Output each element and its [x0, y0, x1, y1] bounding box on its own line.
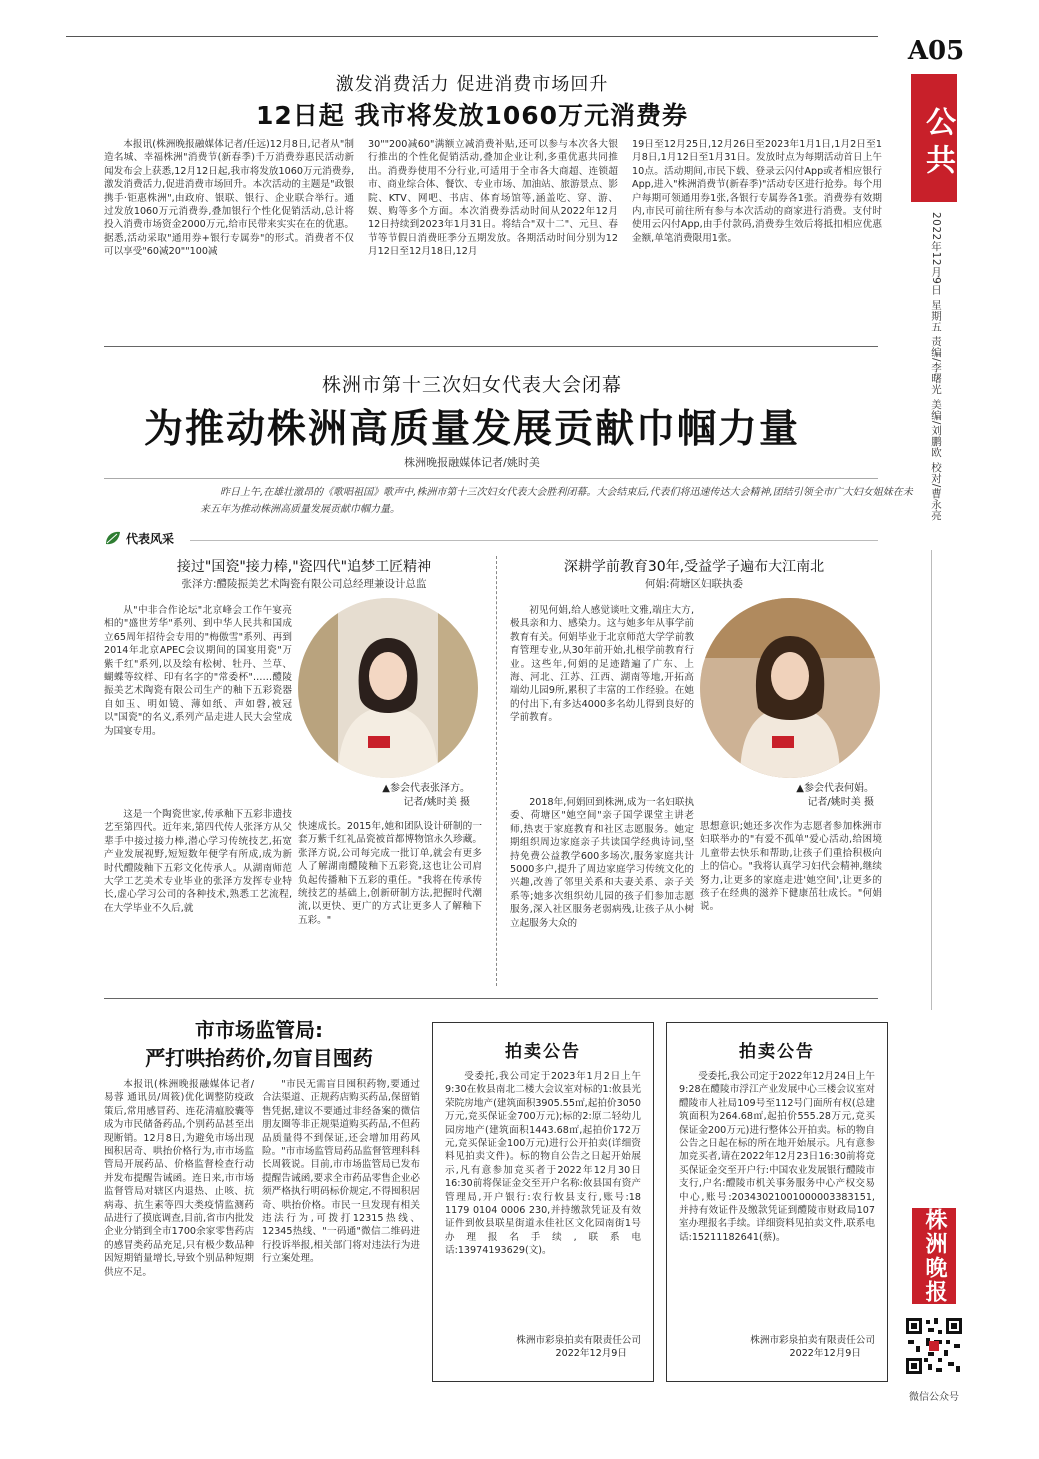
left-col1a-text: 从"中非合作论坛"北京峰会工作午宴亮相的"盛世芳华"系列、到中华人民共和国成立65周年招待会专用的"梅傲雪"系列、再到2014年北京APEC会议期间的国宴用瓷"万紫千红"系列,以及绘有松树、牡丹、兰草、蝴蝶等纹样、印有名字的"常委杯"……醴陵振美艺术陶瓷有限公司生产的釉下五彩瓷器自如玉、明如镜、薄如纸、声如磬,被冠以"国瓷"的名义,系列产品走进人民大会堂成为国宴专用。 [104, 605, 292, 737]
auction-notice-2 [666, 1022, 888, 1382]
masthead-text: 株洲晚报 [922, 1208, 947, 1304]
leaf-tag-icon [104, 530, 122, 546]
profile-divider [496, 556, 497, 986]
right-photo-caption-1: ▲参会代表何娟。 [796, 783, 874, 794]
auction2-company: 株洲市彩泉拍卖有限责任公司 [750, 1335, 875, 1346]
article3-col1 [104, 1078, 254, 1398]
article3-col2-text: "市民无需盲目囤积药物,要通过合法渠道、正规药店购买药品,保留销售凭据,建议不要通过非经备案的微信朋友圈等非正规渠道购买药品,不但药品质量得不到保证,还会增加用药风险。"市市场监管局药品监督管理科科长周筱说。目前,市市场监管局已发布提醒告诫函,要求全市药品零售企业必须严格执行明码标价规定,不得囤积居奇、哄抬价格。市民一旦发现有相关违法行为,可拨打12315热线、12345热线、"一码通"微信二维码进行投诉举报,相关部门将对违法行为进行立案处理。 [262, 1079, 420, 1265]
left-photo-caption-1: ▲参会代表张泽方。 [382, 783, 470, 794]
side-rule [931, 550, 932, 1010]
auction1-title: 拍卖公告 [505, 1042, 581, 1062]
left-photo-caption [320, 782, 470, 810]
auction1-body [445, 1070, 641, 1328]
article3-col2 [262, 1078, 420, 1398]
right-col1b [510, 796, 694, 986]
left-profile-title: 接过"国瓷"接力棒,"瓷四代"追梦工匠精神 [176, 559, 432, 575]
right-col1a-text: 初见何娟,给人感觉谈吐文雅,端庄大方,极具亲和力、感染力。这与她多年从事学前教育有关。何娟毕业于北京师范大学学前教育管理专业,从30年前开始,扎根学前教育行业。这些年,何娟的足迹踏遍了广东、上海、河北、江苏、江西、湖南等地,开拓高端幼儿园9所,累积了丰富的工作经验。在她的付出下,有多达4000多名幼儿得到良好的学前教育。 [510, 605, 694, 724]
left-col1a [104, 604, 292, 808]
left-col1b [104, 808, 292, 986]
article3-title-2: 严打哄抬药价,勿盲目囤药 [145, 1046, 373, 1070]
right-col2-text: 思想意识;她还多次作为志愿者参加株洲市妇联举办的"有爱不孤单"爱心活动,给困境儿童带去快乐和帮助,让孩子们重拾积极向上的信心。"我将认真学习妇代会精神,继续努力,让更多的家庭走进'她空间',让更多的孩子在经典的滋养下健康茁壮成长。"何娟说。 [700, 821, 882, 913]
article2-byline: 株洲晚报融媒体记者/姚时美 [404, 456, 540, 469]
article1-bottom-rule [104, 346, 878, 347]
auction-notice-1 [432, 1022, 654, 1382]
right-profile-title: 深耕学前教育30年,受益学子遍布大江南北 [563, 559, 825, 575]
page-label: A05 [907, 36, 965, 66]
article2-lead: 昨日上午,在雄壮激昂的《歌唱祖国》歌声中,株洲市第十三次妇女代表大会胜利闭幕。大会结束后,代表们将迅速传达大会精神,团结引领全市广大妇女姐妹在未来五年为推动株洲高质量发展贡献巾帼力量。 [200, 487, 913, 515]
section-label-text: 公共 [920, 106, 955, 182]
article3-col1-text: 本报讯(株洲晚报融媒体记者/易蓉 通讯员/周筱)优化调整防疫政策后,常用感冒药、连花清瘟胶囊等成为市民储备药品,个别药品甚至出现断销。12月8日,为避免市场出现囤积居奇、哄抬价格行为,市市场监管局开展药品、价格监督检查行动并发布提醒告诫函。连日来,市市场监督管局对辖区内退热、止咳、抗病毒、抗生素等四大类疫情监测药品进行了摸底调查,目前,省市内批发企业分销到全市1700余家零售药店的感冒类药品充足,只有极少数品种因短期销量增长,导致个别品种短期供应不足。 [104, 1079, 254, 1278]
left-photo-caption-2: 记者/姚时美 摄 [403, 797, 470, 808]
representative-tag [104, 528, 190, 548]
auction1-body-text: 受委托,我公司定于2023年1月2日上午9:30在攸县南北二楼大会议室对标的1:攸县光荣院房地产(建筑面积3905.55㎡,起拍价3050万元,竞买保证金700万元);标的2:原二轻幼儿园房地产(建筑面积1443.68㎡,起拍价172万元,竞买保证金100万元)进行公开拍卖(详细资料见拍卖文件)。标的物自公告之日起开始展示,凡有意参加竞买者于2022年12月30日16:30前将保证金交至开户名称:攸县国有资产管理局,开户银行:农行攸县支行,账号:18 1179 0104 0006 230,并持缴款凭证及有效证件到攸县联星街道永佳社区文化园南街1号办理报名手续,联系电话:13974193629(文)。 [445, 1071, 641, 1257]
auction2-body-text: 受委托,我公司定于2022年12月24日上午9:28在醴陵市浮江产业发展中心三楼会议室对醴陵市人社局109号至112号门面所有权(总建筑面积为264.68㎡,起拍价555.28万元,竞买保证金200万元)进行整体公开拍卖。标的物自公告之日起在标的所在地开始展示。凡有意参加竞买者,请在2022年12月23日16:30前将竞买保证金交至开户行:中国农业发展银行醴陵市支行,户名:醴陵市机关事务服务中心产权交易中心,账号:20343021001000003383151,并持有效证件及缴款凭证到醴陵市财政局107室办理报名手续。详细资料见拍卖文件,联系电话:15211182641(蔡)。 [679, 1071, 875, 1243]
right-col2 [694, 820, 882, 986]
auction2-title: 拍卖公告 [739, 1042, 815, 1062]
top-rule [66, 36, 878, 37]
article2-title: 为推动株洲高质量发展贡献巾帼力量 [143, 407, 800, 452]
qr-code-icon[interactable] [904, 1316, 964, 1376]
masthead [912, 1208, 956, 1304]
right-photo-caption-2: 记者/姚时美 摄 [807, 797, 874, 808]
auction1-date: 2022年12月9日 [555, 1348, 627, 1360]
article1-col3-text: 19日至12月25日,12月26日至2023年1月1日,1月2日至1月8日,1月12日至1月31日。发放时点为每期活动首日上午10点。活动期间,市民下载、登录云闪付App或者相应银行App,进入"株洲消费节(新春季)"活动专区进行抢券。每个用户每期可领通用券1张,各银行专属券各1张。消费券有效期内,市民可前往所有参与本次活动的商家进行消费。支付时使用云闪付App,由手付款码,消费券生效后将抵扣相应优惠金额,单笔消费限用1张。 [632, 139, 882, 244]
article2-kicker: 株洲市第十三次妇女代表大会闭幕 [321, 374, 622, 396]
article1-col1-text: 本报讯(株洲晚报融媒体记者/任远)12月8日,记者从"制造名城、幸福株洲"消费节(新春季)千万消费券惠民活动新闻发布会上获悉,12月12日起,我市将发放1060万元消费券,激发消费活力,促进消费市场回升。本次活动的主题是"政银携手·钜惠株洲",由政府、银联、银行、企业联合举行。通过发放1060万元消费券,叠加银行个性化促销活动,总计将投入消费市场资金2000万元,给市民带来实实在在的优惠。据悉,活动采取"通用券+银行专属券"的形式。消费者不仅可以享受"60减20""100减 [104, 139, 354, 258]
right-col1b-text: 2018年,何娟回到株洲,成为一名妇联执委、荷塘区"她空间"亲子国学课堂主讲老师,热衷于家庭教育和社区志愿服务。她定期组织周边家庭亲子共读国学经典诗词,坚持免费公益教学600多场次,服务家庭共计5000多户,提升了周边家庭学习传统文化的兴趣,改善了邻里关系和夫妻关系、亲子关系等;她多次组织幼儿园的孩子们参加志愿服务,深入社区服务老弱病残,让孩子从小树立起服务大众的 [510, 797, 694, 929]
right-profile-subtitle: 何娟:荷塘区妇联执委 [644, 578, 744, 590]
left-col2-text: 快速成长。2015年,她和团队设计研制的一套万紫千红礼品瓷被首都博物馆永久珍藏。张泽方说,公司每完成一批订单,就会有更多人了解湖南醴陵釉下五彩瓷,这也让公司肩负起传播釉下五彩的重任。"我将在传承传统技艺的基础上,创新研制方法,把握时代潮流,以更快、更广的方式让更多人了解釉下五彩。" [298, 821, 482, 926]
left-portrait-photo [298, 598, 478, 778]
article1-col1 [104, 138, 354, 334]
left-col1b-text: 这是一个陶瓷世家,传承釉下五彩非遗技艺至第四代。近年来,第四代传人张泽方从父辈手中接过接力棒,潜心学习传统技艺,拓宽产业发展视野,短短数年便学有所成,成为新时代醴陵釉下五彩文化传承人。从湖南师范大学工艺美术专业毕业的张泽方发挥专业特长,虚心学习公司的各种技术,熟悉工艺流程,在大学毕业不久后,就 [104, 809, 292, 914]
article1-col2 [368, 138, 618, 334]
article3-title-1: 市市场监管局: [195, 1018, 323, 1042]
right-photo-caption [724, 782, 874, 810]
qr-caption: 微信公众号 [909, 1392, 959, 1403]
auction2-date: 2022年12月9日 [789, 1348, 861, 1360]
side-info: 2022年12月9日 星期五 责编/李曙光 美编/刘鹏欧 校对/曹永亮 [930, 212, 942, 521]
right-col1a [510, 604, 694, 796]
section-label [911, 74, 957, 202]
article2-bottom-rule [104, 998, 878, 999]
article2-byline-rule [104, 478, 878, 479]
article1-title: 12日起 我市将发放1060万元消费券 [255, 101, 689, 130]
auction1-company: 株洲市彩泉拍卖有限责任公司 [516, 1335, 641, 1346]
article1-col2-text: 30""200减60"满额立减消费补贴,还可以参与本次各大银行推出的个性化促销活动,叠加企业让利,多重优惠共同推出。消费券使用不分行业,可适用于全市各大商超、连锁超市、商业综合体、餐饮、专业市场、加油站、旅游景点、影院、KTV、网吧、书店、体育场馆等,涵盖吃、穿、游、娱、购等多个方面。本次消费券活动时间从2022年12月12日持续到2023年1月31日。将结合"双十二"、元旦、春节等节假日消费旺季分五期发放。各期活动时间分别为12月12日至12月18日,12月 [368, 139, 618, 258]
article1-col3 [632, 138, 882, 334]
tag-label: 代表风采 [126, 532, 175, 546]
left-profile-subtitle: 张泽方:醴陵振美艺术陶瓷有限公司总经理兼设计总监 [181, 578, 427, 590]
article1-kicker: 激发消费活力 促进消费市场回升 [335, 74, 609, 95]
left-col2 [292, 820, 482, 986]
tag-rule [190, 540, 878, 541]
right-portrait-photo [700, 598, 880, 778]
auction2-body [679, 1070, 875, 1328]
